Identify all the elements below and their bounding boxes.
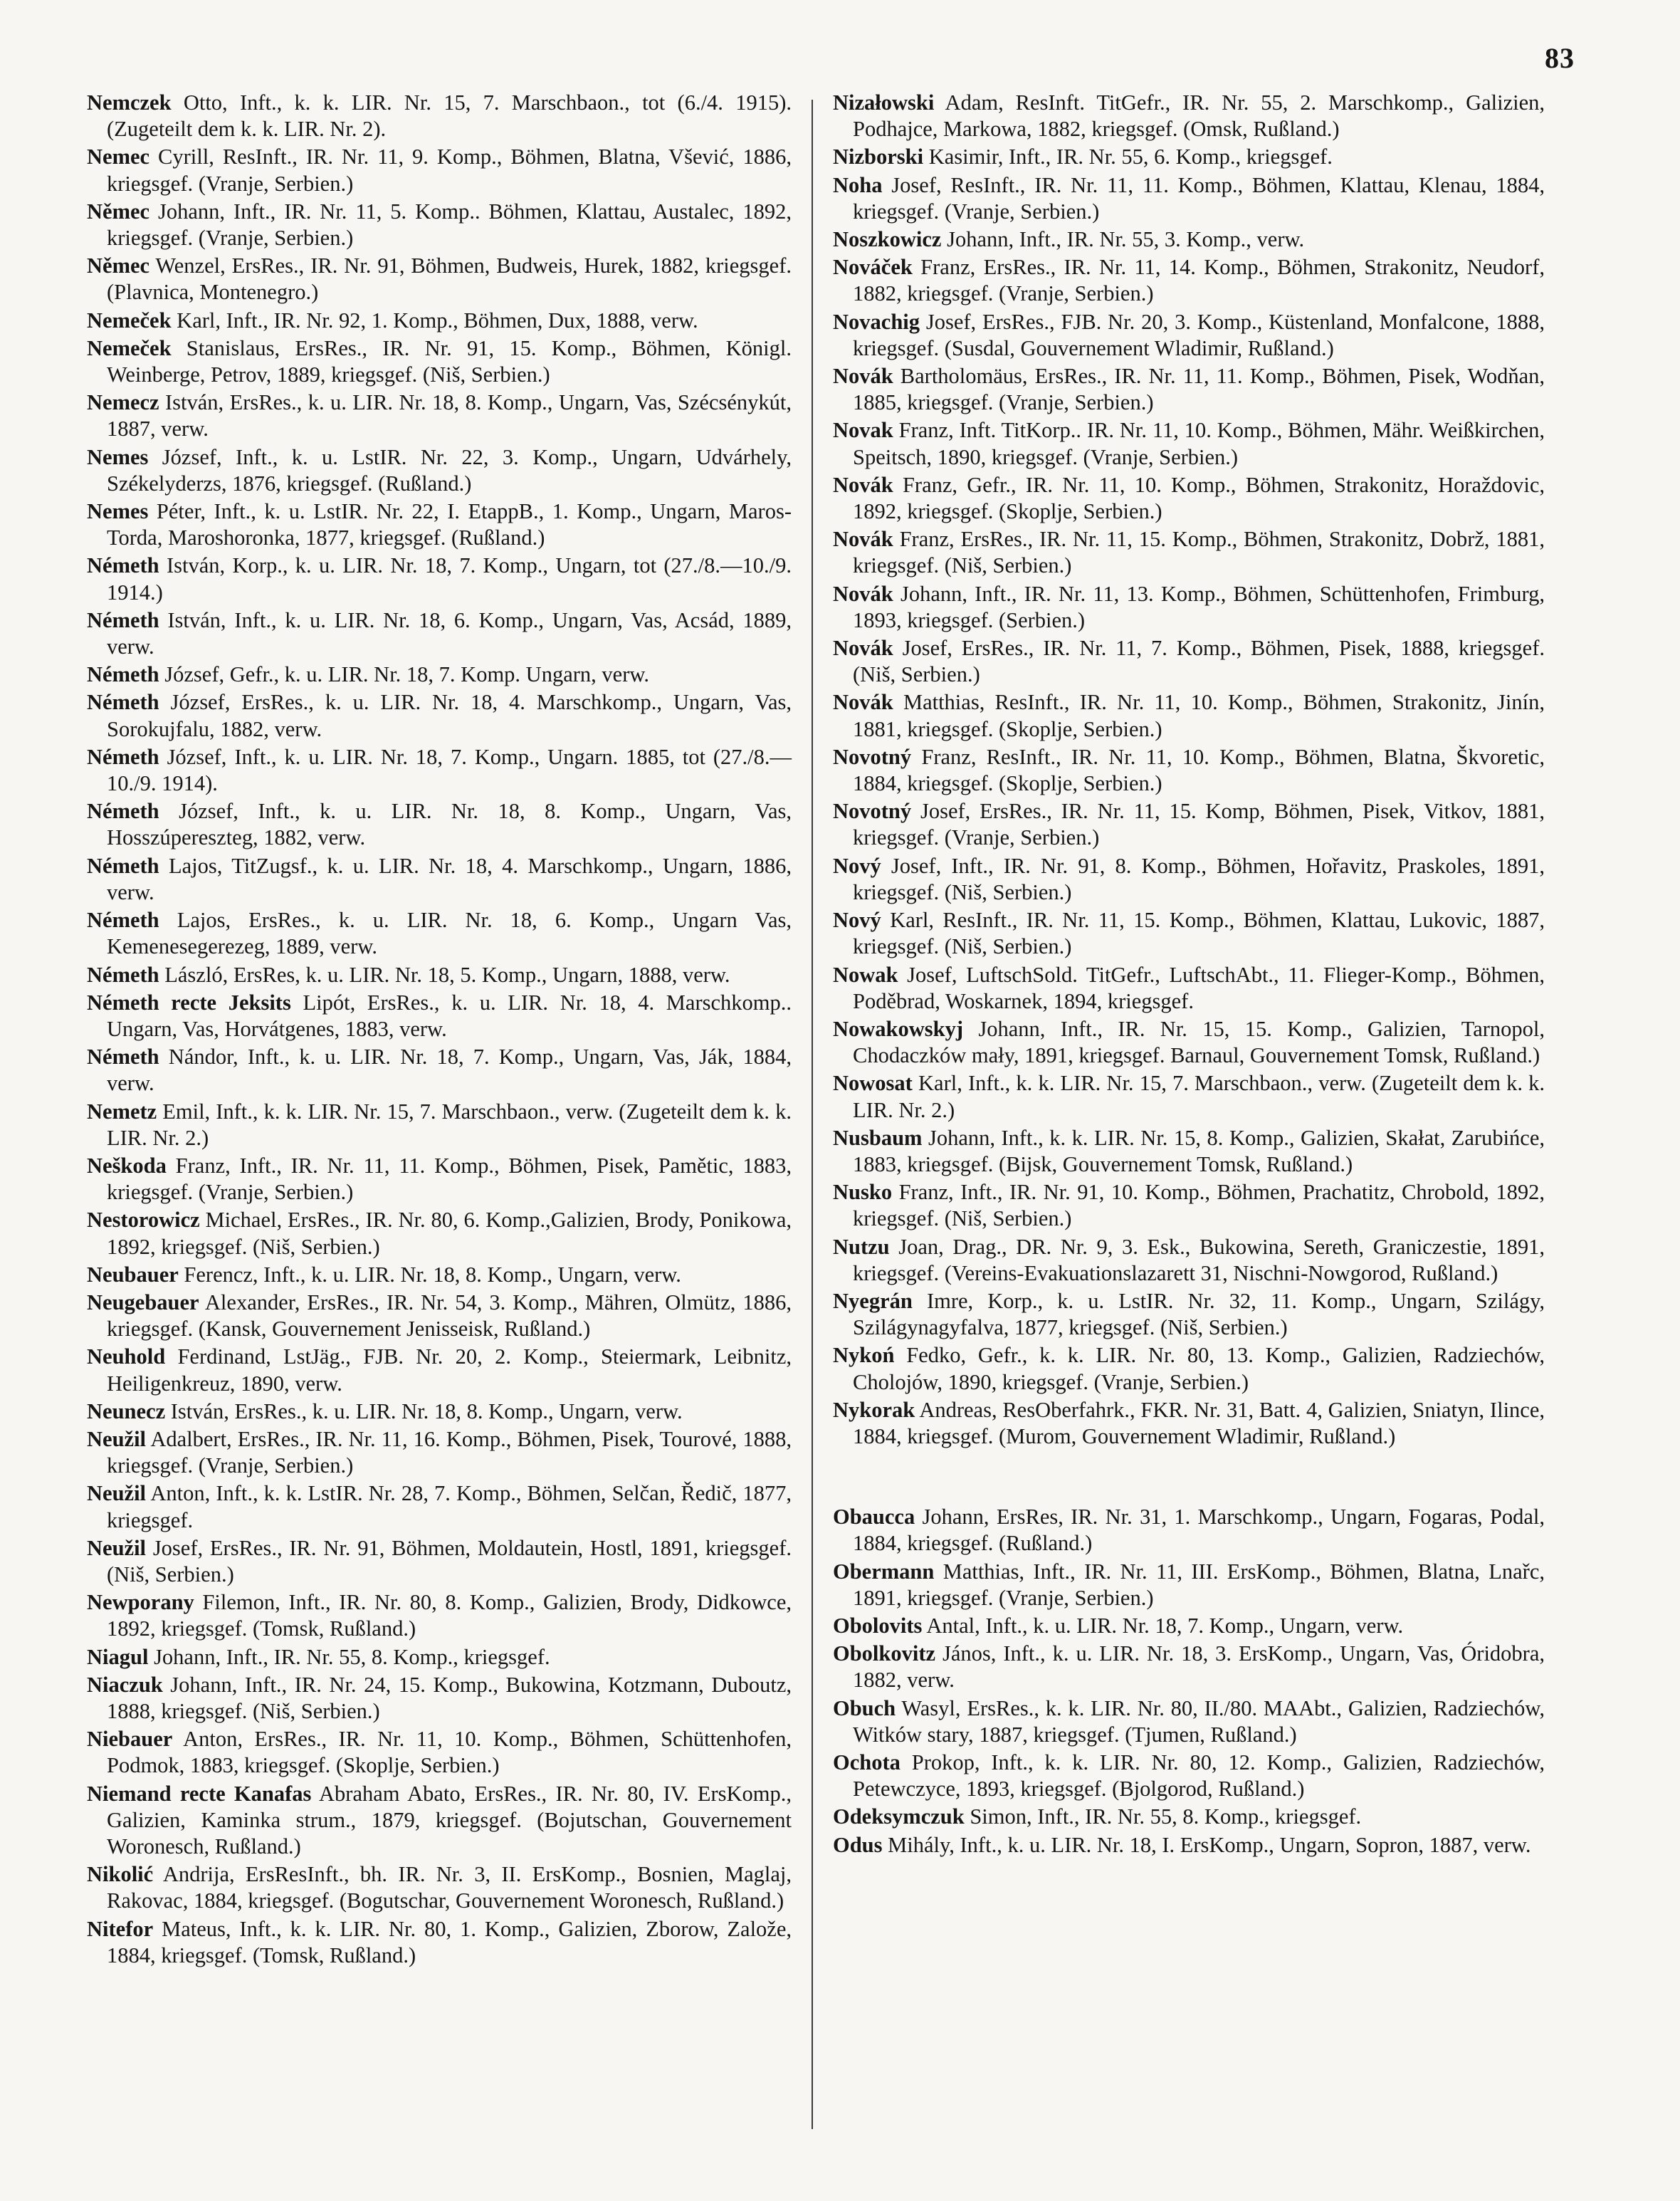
register-entry	[833, 309, 1545, 362]
register-entry	[87, 1099, 792, 1151]
entry-surname: Nizałowski	[833, 90, 935, 115]
register-entry	[833, 1641, 1545, 1693]
entry-surname: Neubauer	[87, 1262, 179, 1287]
entry-surname: Novák	[833, 472, 893, 497]
entry-surname: Nusko	[833, 1180, 893, 1205]
entry-surname: Németh recte Jeksits	[87, 990, 291, 1015]
entry-details: Karl, ResInft., IR. Nr. 11, 15. Komp., Böhmen, Klattau, Lukovic, 1887, kriegsgef. (Niš, Serbien.)	[853, 908, 1545, 959]
register-entry	[833, 417, 1545, 470]
entry-details: János, Inft., k. u. LIR. Nr. 18, 3. ErsKomp., Ungarn, Vas, Óridobra, 1882, verw.	[853, 1641, 1545, 1693]
register-entry	[833, 363, 1545, 416]
entry-details: Bartholomäus, ErsRes., IR. Nr. 11, 11. Komp., Böhmen, Pisek, Wodňan, 1885, kriegsgef. (Vranje, Serbien.)	[853, 364, 1545, 415]
register-entry	[87, 798, 792, 851]
entry-surname: Németh	[87, 607, 159, 632]
entry-surname: Nemczek	[87, 90, 172, 115]
entry-surname: Németh	[87, 553, 159, 578]
entry-surname: Nykorak	[833, 1397, 915, 1422]
entry-details: Michael, ErsRes., IR. Nr. 80, 6. Komp.,Galizien, Brody, Ponikowa, 1892, kriegsgef. (Niš, Serbien.)	[107, 1208, 792, 1259]
entry-details: Johann, Inft., IR. Nr. 11, 13. Komp., Böhmen, Schüttenhofen, Frimburg, 1893, kriegsgef. (Serbien.)	[853, 581, 1545, 632]
register-entry	[87, 1262, 792, 1288]
register-entry	[833, 581, 1545, 634]
entry-details: Emil, Inft., k. k. LIR. Nr. 15, 7. Marschbaon., verw. (Zugeteilt dem k. k. LIR. Nr. 2.)	[107, 1099, 792, 1150]
entry-surname: Németh	[87, 853, 159, 878]
register-entry	[833, 798, 1545, 851]
entry-surname: Nemecz	[87, 390, 159, 415]
register-entry	[87, 390, 792, 442]
entry-details: Johann, Inft., IR. Nr. 24, 15. Komp., Bukowina, Kotzmann, Duboutz, 1888, kriegsgef. (Niš, Serbien.)	[107, 1672, 792, 1723]
entry-surname: Ochota	[833, 1750, 901, 1774]
page-number: 83	[1545, 42, 1575, 74]
entry-details: József, Inft., k. u. LIR. Nr. 18, 7. Komp., Ungarn. 1885, tot (27./8.—10./9. 1914).	[107, 744, 792, 796]
entry-details: Mateus, Inft., k. k. LIR. Nr. 80, 1. Komp., Galizien, Zborow, Založe, 1884, kriegsgef. (Tomsk, Rußland.)	[107, 1916, 792, 1967]
register-entry	[87, 1861, 792, 1914]
entry-surname: Noha	[833, 172, 883, 197]
entry-details: Ferencz, Inft., k. u. LIR. Nr. 18, 8. Komp., Ungarn, verw.	[178, 1262, 681, 1287]
register-entry	[833, 689, 1545, 742]
entry-details: Karl, Inft., k. k. LIR. Nr. 15, 7. Marschbaon., verw. (Zugeteilt dem k. k. LIR. Nr. 2.)	[853, 1071, 1545, 1122]
entry-surname: Newporany	[87, 1590, 194, 1615]
register-entry	[87, 1426, 792, 1479]
entry-details: Adalbert, ErsRes., IR. Nr. 11, 16. Komp., Böhmen, Pisek, Tourové, 1888, kriegsgef. (Vranje, Serbien.)	[107, 1426, 792, 1478]
entry-details: Josef, LuftschSold. TitGefr., LuftschAbt., 11. Flieger-Komp., Böhmen, Poděbrad, Woskarnek, 1894, kriegsgef.	[853, 962, 1545, 1013]
entry-surname: Novotný	[833, 744, 912, 769]
entry-surname: Niebauer	[87, 1727, 173, 1752]
entry-surname: Nemec	[87, 145, 150, 169]
entry-details: Karl, Inft., IR. Nr. 92, 1. Komp., Böhmen, Dux, 1888, verw.	[171, 308, 698, 333]
entry-details: Imre, Korp., k. u. LstIR. Nr. 32, 11. Komp., Ungarn, Szilágy, Szilágynagyfalva, 1877, kriegsgef. (Niš, Serbien.)	[853, 1288, 1545, 1340]
register-entry	[87, 1044, 792, 1097]
register-entry	[87, 498, 792, 551]
entry-details: Johann, Inft., IR. Nr. 15, 15. Komp., Galizien, Tarnopol, Chodaczków mały, 1891, kriegsgef. Barnaul, Gouvernement Tomsk, Rußland.)	[853, 1016, 1545, 1068]
entry-surname: Németh	[87, 662, 159, 687]
entry-surname: Nemeček	[87, 335, 172, 360]
register-entry	[87, 1781, 792, 1861]
register-entry	[833, 1804, 1545, 1830]
entry-details: József, Gefr., k. u. LIR. Nr. 18, 7. Komp. Ungarn, verw.	[159, 662, 650, 687]
entry-details: Kasimir, Inft., IR. Nr. 55, 6. Komp., kriegsgef.	[923, 145, 1333, 169]
register-entry	[833, 1695, 1545, 1748]
entry-details: Antal, Inft., k. u. LIR. Nr. 18, 7. Komp., Ungarn, verw.	[922, 1613, 1404, 1638]
entry-details: Franz, Gefr., IR. Nr. 11, 10. Komp., Böhmen, Strakonitz, Horaždovic, 1892, kriegsgef. (Skoplje, Serbien.)	[853, 472, 1545, 524]
entry-surname: Obolovits	[833, 1613, 923, 1638]
entry-surname: Novachig	[833, 309, 920, 334]
entry-details: József, Inft., k. u. LstIR. Nr. 22, 3. Komp., Ungarn, Udvárhely, Székelyderzs, 1876, kriegsgef. (Rußland.)	[107, 444, 792, 496]
entry-details: Franz, ErsRes., IR. Nr. 11, 14. Komp., Böhmen, Strakonitz, Neudorf, 1882, kriegsgef. (Vranje, Serbien.)	[853, 255, 1545, 306]
entry-details: Matthias, Inft., IR. Nr. 11, III. ErsKomp., Böhmen, Blatna, Lnařc, 1891, kriegsgef. (Vranje, Serbien.)	[853, 1559, 1545, 1610]
entry-details: Josef, ErsRes., IR. Nr. 91, Böhmen, Moldautein, Hostl, 1891, kriegsgef. (Niš, Serbien.)	[107, 1535, 792, 1586]
entry-details: István, ErsRes., k. u. LIR. Nr. 18, 8. Komp., Ungarn, Vas, Szécsénykút, 1887, verw.	[107, 390, 792, 441]
entry-details: Lajos, TitZugsf., k. u. LIR. Nr. 18, 4. Marschkomp., Ungarn, 1886, verw.	[107, 853, 792, 904]
entry-surname: Novotný	[833, 799, 912, 824]
entry-surname: Németh	[87, 799, 159, 824]
register-entry	[87, 907, 792, 960]
entry-surname: Nový	[833, 908, 881, 933]
register-entry	[87, 662, 792, 688]
register-entry	[87, 1589, 792, 1642]
register-entry	[833, 1234, 1545, 1287]
entry-surname: Németh	[87, 690, 159, 715]
entry-surname: Němec	[87, 253, 150, 278]
entry-surname: Németh	[87, 962, 159, 987]
register-entry	[87, 444, 792, 497]
entry-details: Nándor, Inft., k. u. LIR. Nr. 18, 7. Komp., Ungarn, Vas, Ják, 1884, verw.	[107, 1045, 792, 1096]
entry-surname: Nemes	[87, 499, 149, 524]
entry-surname: Németh	[87, 908, 159, 933]
entry-surname: Novák	[833, 364, 893, 389]
entry-details: Lipót, ErsRes., k. u. LIR. Nr. 18, 4. Marschkomp.. Ungarn, Vas, Horvátgenes, 1883, verw.	[107, 990, 792, 1041]
register-entry	[833, 1397, 1545, 1450]
register-entry	[833, 472, 1545, 525]
register-entry	[833, 526, 1545, 579]
entry-surname: Odus	[833, 1832, 883, 1857]
register-entry	[833, 1750, 1545, 1802]
entry-details: Wenzel, ErsRes., IR. Nr. 91, Böhmen, Budweis, Hurek, 1882, kriegsgef. (Plavnica, Montenegro.)	[107, 253, 792, 305]
entry-surname: Nováček	[833, 255, 913, 280]
register-entry	[833, 853, 1545, 906]
register-entry	[833, 90, 1545, 142]
register-entry	[833, 1559, 1545, 1611]
entry-surname: Nowak	[833, 962, 898, 987]
right-column	[833, 90, 1545, 1860]
entry-details: Josef, ErsRes., IR. Nr. 11, 7. Komp., Böhmen, Pisek, 1888, kriegsgef. (Niš, Serbien.)	[853, 636, 1545, 687]
entry-details: Mihály, Inft., k. u. LIR. Nr. 18, I. ErsKomp., Ungarn, Sopron, 1887, verw.	[882, 1832, 1531, 1857]
register-entry	[833, 907, 1545, 960]
register-entry	[87, 1916, 792, 1969]
entry-surname: Neunecz	[87, 1399, 166, 1423]
register-entry	[87, 1399, 792, 1425]
entry-details: József, ErsRes., k. u. LIR. Nr. 18, 4. Marschkomp., Ungarn, Vas, Sorokujfalu, 1882, verw.	[107, 690, 792, 741]
entry-surname: Novák	[833, 636, 893, 661]
entry-details: Johann, ErsRes, IR. Nr. 31, 1. Marschkomp., Ungarn, Fogaras, Podal, 1884, kriegsgef. (Rußland.)	[853, 1505, 1545, 1556]
entry-details: Fedko, Gefr., k. k. LIR. Nr. 80, 13. Komp., Galizien, Radziechów, Cholojów, 1890, kriegsgef. (Vranje, Serbien.)	[853, 1343, 1545, 1394]
entry-details: Johann, Inft., k. k. LIR. Nr. 15, 8. Komp., Galizien, Skałat, Zarubińce, 1883, kriegsgef. (Bijsk, Gouvernement Tomsk, Rußland.)	[853, 1125, 1545, 1176]
entry-surname: Neužil	[87, 1535, 147, 1560]
entry-details: Otto, Inft., k. k. LIR. Nr. 15, 7. Marschbaon., tot (6./4. 1915). (Zugeteilt dem k. k. LIR. Nr. 2).	[107, 90, 792, 142]
entry-details: Anton, ErsRes., IR. Nr. 11, 10. Komp., Böhmen, Schüttenhofen, Podmok, 1883, kriegsgef. (Skoplje, Serbien.)	[107, 1727, 792, 1778]
register-entry	[87, 1535, 792, 1588]
entry-details: Johann, Inft., IR. Nr. 55, 3. Komp., verw.	[941, 227, 1305, 252]
entry-surname: Obolkovitz	[833, 1641, 936, 1666]
entry-surname: Neugebauer	[87, 1290, 199, 1314]
register-entry	[833, 1613, 1545, 1639]
register-entry	[833, 1504, 1545, 1557]
entry-details: Cyrill, ResInft., IR. Nr. 11, 9. Komp., Böhmen, Blatna, Všević, 1886, kriegsgef. (Vranje, Serbien.)	[107, 145, 792, 196]
entry-details: Andrija, ErsResInft., bh. IR. Nr. 3, II. ErsKomp., Bosnien, Maglaj, Rakovac, 1884, kriegsgef. (Bogutschar, Gouvernement Woronesch, Rußland.)	[107, 1862, 792, 1913]
entry-details: Franz, Inft., IR. Nr. 91, 10. Komp., Böhmen, Prachatitz, Chrobold, 1892, kriegsgef. (Niš, Serbien.)	[853, 1180, 1545, 1231]
register-entry	[833, 144, 1545, 170]
entry-surname: Nový	[833, 853, 881, 878]
entry-surname: Nemeček	[87, 308, 172, 333]
register-entry	[833, 254, 1545, 307]
entry-surname: Nitefor	[87, 1916, 154, 1941]
entry-details: József, Inft., k. u. LIR. Nr. 18, 8. Komp., Ungarn, Vas, Hosszúpereszteg, 1882, verw.	[107, 799, 792, 850]
entry-details: Josef, ResInft., IR. Nr. 11, 11. Komp., Böhmen, Klattau, Klenau, 1884, kriegsgef. (Vranje, Serbien.)	[853, 172, 1545, 224]
register-entry	[87, 1207, 792, 1260]
entry-details: Johann, Inft., IR. Nr. 55, 8. Komp., kriegsgef.	[148, 1644, 550, 1669]
register-entry	[833, 1070, 1545, 1123]
register-entry	[87, 962, 792, 988]
entry-surname: Němec	[87, 199, 150, 224]
entry-surname: Nowakowskyj	[833, 1016, 964, 1041]
register-entry	[833, 226, 1545, 253]
entry-details: Adam, ResInft. TitGefr., IR. Nr. 55, 2. Marschkomp., Galizien, Podhajce, Markowa, 1882, kriegsgef. (Omsk, Rußland.)	[853, 90, 1545, 142]
entry-surname: Niaczuk	[87, 1672, 163, 1697]
entry-surname: Obuch	[833, 1695, 896, 1720]
entry-details: Abraham Abato, ErsRes., IR. Nr. 80, IV. ErsKomp., Galizien, Kaminka strum., 1879, kriegsgef. (Bojutschan, Gouvernement Woronesch, Rußland.)	[107, 1781, 792, 1858]
register-entry	[833, 1832, 1545, 1858]
section-gap	[833, 1451, 1545, 1504]
register-entry	[87, 990, 792, 1042]
register-entry	[833, 635, 1545, 688]
register-entry	[87, 1644, 792, 1671]
entry-details: Prokop, Inft., k. k. LIR. Nr. 80, 12. Komp., Galizien, Radziechów, Petewczyce, 1893, kriegsgef. (Bjolgorod, Rußland.)	[853, 1750, 1545, 1802]
register-entry	[87, 1153, 792, 1206]
entry-surname: Noszkowicz	[833, 227, 942, 252]
entry-details: Josef, ErsRes., IR. Nr. 11, 15. Komp, Böhmen, Pisek, Vitkov, 1881, kriegsgef. (Vranje, Serbien.)	[853, 799, 1545, 850]
entry-surname: Németh	[87, 1045, 159, 1070]
entry-surname: Németh	[87, 744, 159, 769]
left-column	[87, 90, 792, 1970]
entry-surname: Neuhold	[87, 1344, 166, 1369]
entry-details: István, Korp., k. u. LIR. Nr. 18, 7. Komp., Ungarn, tot (27./8.—10./9. 1914.)	[107, 553, 792, 605]
register-entry	[87, 253, 792, 305]
entry-details: István, Inft., k. u. LIR. Nr. 18, 6. Komp., Ungarn, Vas, Acsád, 1889, verw.	[107, 607, 792, 659]
entry-surname: Novák	[833, 581, 893, 606]
entry-surname: Obermann	[833, 1559, 935, 1584]
entry-surname: Nemes	[87, 444, 149, 469]
entry-surname: Nizborski	[833, 145, 924, 169]
entry-details: Lajos, ErsRes., k. u. LIR. Nr. 18, 6. Komp., Ungarn Vas, Kemenesegerezeg, 1889, verw.	[107, 908, 792, 959]
entry-details: Josef, Inft., IR. Nr. 91, 8. Komp., Böhmen, Hořavitz, Praskoles, 1891, kriegsgef. (Niš, Serbien.)	[853, 853, 1545, 904]
entry-details: Stanislaus, ErsRes., IR. Nr. 91, 15. Komp., Böhmen, Königl. Weinberge, Petrov, 1889, kriegsgef. (Niš, Serbien.)	[107, 335, 792, 387]
entry-surname: Odeksymczuk	[833, 1804, 965, 1829]
register-entry	[833, 744, 1545, 797]
register-entry	[87, 689, 792, 742]
register-entry	[87, 144, 792, 197]
register-entry	[87, 308, 792, 334]
register-entry	[87, 1672, 792, 1725]
entry-details: Alexander, ErsRes., IR. Nr. 54, 3. Komp., Mähren, Olmütz, 1886, kriegsgef. (Kansk, Gouvernement Jenisseisk, Rußland.)	[107, 1290, 792, 1342]
register-entry	[87, 607, 792, 660]
register-entry	[833, 1179, 1545, 1232]
register-entry	[87, 553, 792, 605]
register-entry	[87, 853, 792, 906]
register-entry	[87, 1344, 792, 1396]
entry-surname: Neužil	[87, 1426, 147, 1451]
entry-surname: Novak	[833, 418, 893, 443]
register-entry	[87, 199, 792, 251]
entry-details: Filemon, Inft., IR. Nr. 80, 8. Komp., Galizien, Brody, Didkowce, 1892, kriegsgef. (Tomsk, Rußland.)	[107, 1590, 792, 1641]
register-entry	[833, 1288, 1545, 1341]
entry-details: László, ErsRes, k. u. LIR. Nr. 18, 5. Komp., Ungarn, 1888, verw.	[159, 962, 730, 987]
entry-surname: Nikolić	[87, 1862, 154, 1887]
entry-details: István, ErsRes., k. u. LIR. Nr. 18, 8. Komp., Ungarn, verw.	[165, 1399, 683, 1423]
entry-details: Franz, ErsRes., IR. Nr. 11, 15. Komp., Böhmen, Strakonitz, Dobrž, 1881, kriegsgef. (Niš, Serbien.)	[853, 527, 1545, 578]
entry-surname: Neužil	[87, 1481, 147, 1506]
entry-surname: Nykoń	[833, 1343, 895, 1368]
entry-surname: Niagul	[87, 1644, 149, 1669]
entry-surname: Neškoda	[87, 1153, 167, 1178]
register-entry	[833, 1016, 1545, 1069]
entry-details: Péter, Inft., k. u. LstIR. Nr. 22, I. EtappB., 1. Komp., Ungarn, Maros-Torda, Maroshoronka, 1877, kriegsgef. (Rußland.)	[107, 499, 792, 550]
column-rule	[812, 100, 813, 2129]
entry-details: Wasyl, ErsRes., k. k. LIR. Nr. 80, II./80. MAAbt., Galizien, Radziechów, Witków stary, 1887, kriegsgef. (Tjumen, Rußland.)	[853, 1695, 1545, 1747]
register-entry	[87, 744, 792, 797]
register-entry	[87, 335, 792, 388]
entry-surname: Novák	[833, 690, 893, 715]
entry-details: Andreas, ResOberfahrk., FKR. Nr. 31, Batt. 4, Galizien, Sniatyn, Ilince, 1884, kriegsgef. (Murom, Gouvernement Wladimir, Rußland.)	[853, 1397, 1545, 1448]
entry-details: Franz, Inft., IR. Nr. 11, 11. Komp., Böhmen, Pisek, Pamětic, 1883, kriegsgef. (Vranje, Serbien.)	[107, 1153, 792, 1205]
entry-details: Anton, Inft., k. k. LstIR. Nr. 28, 7. Komp., Böhmen, Selčan, Ředič, 1877, kriegsgef.	[107, 1481, 792, 1532]
entry-details: Johann, Inft., IR. Nr. 11, 5. Komp.. Böhmen, Klattau, Austalec, 1892, kriegsgef. (Vranje, Serbien.)	[107, 199, 792, 251]
register-entry	[87, 90, 792, 142]
entry-surname: Novák	[833, 527, 893, 552]
entry-surname: Nutzu	[833, 1234, 890, 1259]
register-entry	[833, 962, 1545, 1015]
entry-surname: Nestorowicz	[87, 1208, 200, 1233]
register-entry	[833, 1125, 1545, 1178]
entry-surname: Nyegrán	[833, 1288, 913, 1313]
entry-details: Franz, ResInft., IR. Nr. 11, 10. Komp., Böhmen, Blatna, Škvoretic, 1884, kriegsgef. (Skoplje, Serbien.)	[853, 744, 1545, 796]
register-entry	[833, 172, 1545, 225]
entry-surname: Nowosat	[833, 1071, 913, 1096]
entry-details: Josef, ErsRes., FJB. Nr. 20, 3. Komp., Küstenland, Monfalcone, 1888, kriegsgef. (Susdal, Gouvernement Wladimir, Rußland.)	[853, 309, 1545, 360]
entry-surname: Nusbaum	[833, 1125, 923, 1150]
entry-surname: Obaucca	[833, 1505, 915, 1530]
register-entry	[87, 1290, 792, 1342]
register-entry	[87, 1726, 792, 1779]
register-entry	[87, 1480, 792, 1533]
entry-surname: Nemetz	[87, 1099, 157, 1124]
entry-surname: Niemand recte Kanafas	[87, 1781, 312, 1806]
entry-details: Simon, Inft., IR. Nr. 55, 8. Komp., kriegsgef.	[964, 1804, 1362, 1829]
entry-details: Ferdinand, LstJäg., FJB. Nr. 20, 2. Komp., Steiermark, Leibnitz, Heiligenkreuz, 1890, verw.	[107, 1344, 792, 1396]
register-entry	[833, 1342, 1545, 1395]
entry-details: Joan, Drag., DR. Nr. 9, 3. Esk., Bukowina, Sereth, Graniczestie, 1891, kriegsgef. (Vereins-Evakuationslazarett 31, Nischni-Nowgorod, Rußland.)	[853, 1234, 1545, 1285]
entry-details: Franz, Inft. TitKorp.. IR. Nr. 11, 10. Komp., Böhmen, Mähr. Weißkirchen, Speitsch, 1890, kriegsgef. (Vranje, Serbien.)	[853, 418, 1545, 469]
entry-details: Matthias, ResInft., IR. Nr. 11, 10. Komp., Böhmen, Strakonitz, Jinín, 1881, kriegsgef. (Skoplje, Serbien.)	[853, 690, 1545, 741]
